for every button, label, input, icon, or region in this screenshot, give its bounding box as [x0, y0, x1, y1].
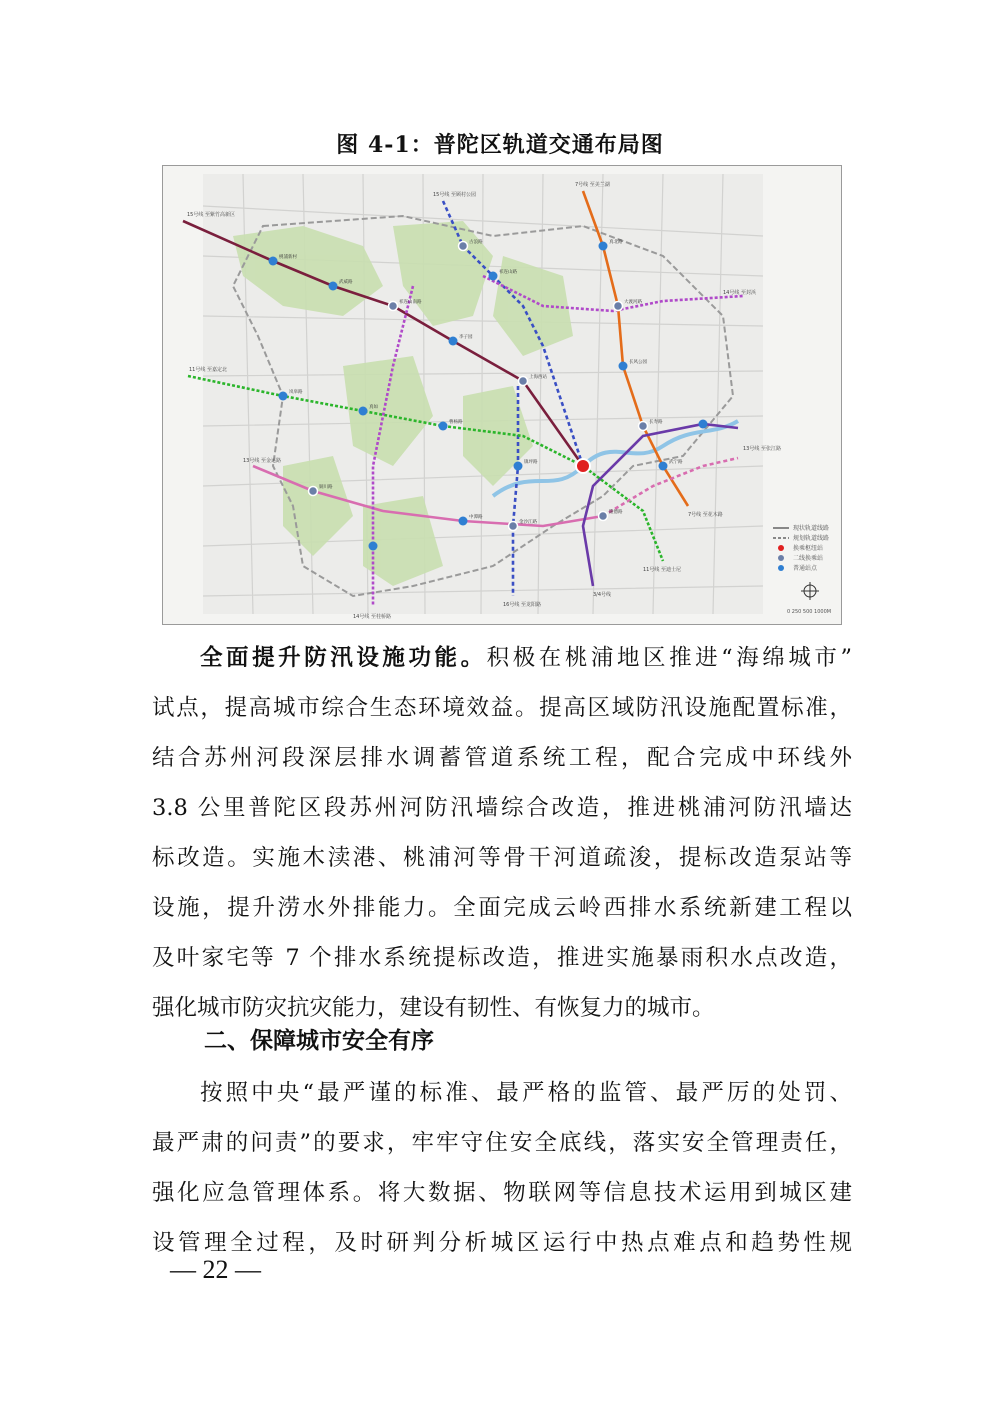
- station-dot: [369, 542, 378, 551]
- legend-item: 普通站点: [793, 565, 818, 572]
- station-dot: [449, 337, 458, 346]
- svg-text:真如: 真如: [369, 405, 378, 410]
- map-legend: [773, 524, 831, 615]
- station-dot: [699, 420, 708, 429]
- paragraph-line: 强化城市防灾抗灾能力，建设有韧性、有恢复力的城市。: [152, 995, 715, 1021]
- svg-text:16号线 至龙阳路: 16号线 至龙阳路: [503, 602, 541, 608]
- svg-text:曹杨路: 曹杨路: [449, 420, 463, 425]
- station-dot: [359, 407, 368, 416]
- svg-text:3/4号线: 3/4号线: [593, 592, 612, 598]
- svg-text:中潭路: 中潭路: [469, 515, 483, 520]
- station-dot: [269, 257, 278, 266]
- station-dot: [389, 302, 398, 311]
- svg-text:铜川路: 铜川路: [319, 485, 333, 490]
- paragraph-line: 最严肃的问责”的要求，牢牢守住安全底线，落实安全管理责任，: [152, 1130, 852, 1156]
- station-dot: [659, 462, 668, 471]
- station-dot: [519, 377, 528, 386]
- svg-text:长风公园: 长风公园: [629, 360, 647, 365]
- svg-text:古浪路: 古浪路: [469, 240, 483, 245]
- svg-text:上海西站: 上海西站: [529, 375, 547, 380]
- svg-text:13号线 至张江路: 13号线 至张江路: [743, 446, 781, 452]
- station-dot: [309, 487, 318, 496]
- station-dot: [619, 362, 628, 371]
- paragraph-line: 强化应急管理体系。将大数据、物联网等信息技术运用到城区建: [152, 1180, 852, 1206]
- station-dot: [639, 422, 648, 431]
- paragraph-line: 及叶家宅等 7 个排水系统提标改造，推进实施暴雨积水点改造，: [152, 945, 852, 971]
- station-dot: [459, 517, 468, 526]
- paragraph-line: 设管理全过程，及时研判分析城区运行中热点难点和趋势性规: [152, 1230, 852, 1256]
- paragraph-flood-control: [152, 633, 852, 1033]
- paragraph-line: 标改造。实施木渎港、桃浦河等骨干河道疏浚，提标改造泵站等: [152, 845, 852, 871]
- paragraph-line: 积极在桃浦地区推进“海绵城市”: [486, 645, 852, 671]
- paragraph-line: 3.8 公里普陀区段苏州河防汛墙综合改造，推进桃浦河防汛墙达: [152, 795, 852, 821]
- paragraph-safety: [152, 1068, 852, 1268]
- svg-text:隆德路: 隆德路: [609, 510, 623, 515]
- svg-text:祁连山路: 祁连山路: [499, 270, 517, 275]
- svg-text:15号线 至顾村公园: 15号线 至顾村公园: [433, 192, 476, 198]
- station-dot: [509, 522, 518, 531]
- scale-bar-text: 0 250 500 1000M: [787, 609, 832, 615]
- station-dot: [599, 512, 608, 521]
- svg-text:13号线 至金运路: 13号线 至金运路: [243, 458, 281, 464]
- station-dot: [329, 282, 338, 291]
- svg-text:14号线 至桂桥路: 14号线 至桂桥路: [353, 614, 391, 620]
- svg-text:真北路: 真北路: [609, 240, 623, 245]
- station-dot: [514, 462, 523, 471]
- svg-text:祁连山南路: 祁连山南路: [399, 300, 422, 305]
- svg-text:7号线 至美兰湖: 7号线 至美兰湖: [575, 182, 610, 188]
- station-dot: [459, 242, 468, 251]
- hub-station-dot: [576, 459, 590, 473]
- station-dot: [599, 242, 608, 251]
- paragraph-lead: 全面提升防汛设施功能。: [200, 645, 487, 671]
- station-dot: [439, 422, 448, 431]
- svg-text:金沙江路: 金沙江路: [519, 520, 537, 525]
- paragraph-line: 设施，提升涝水外排能力。全面完成云岭西排水系统新建工程以: [152, 895, 852, 921]
- section-heading: 二、保障城市安全有序: [204, 1028, 434, 1054]
- legend-item: 换乘枢纽站: [793, 545, 824, 552]
- svg-text:桃浦新村: 桃浦新村: [279, 255, 297, 260]
- svg-text:7号线 至花木路: 7号线 至花木路: [688, 512, 723, 518]
- svg-text:11号线 至迪士尼: 11号线 至迪士尼: [643, 567, 681, 573]
- station-dot: [279, 392, 288, 401]
- page-number: — 22 —: [170, 1255, 261, 1284]
- station-dot: [614, 302, 623, 311]
- legend-item: 规划轨道线路: [793, 535, 830, 542]
- paragraph-line: 按照中央“最严谨的标准、最严格的监管、最严厉的处罚、: [200, 1080, 852, 1106]
- svg-text:李子园: 李子园: [459, 335, 473, 340]
- rail-transit-map: [162, 165, 842, 625]
- svg-text:11号线 至嘉定北: 11号线 至嘉定北: [189, 367, 227, 373]
- svg-text:15号线 至紫竹高新区: 15号线 至紫竹高新区: [187, 212, 235, 218]
- svg-text:武宁路: 武宁路: [669, 460, 683, 465]
- svg-text:14号线 至封浜: 14号线 至封浜: [723, 290, 756, 296]
- paragraph-line: 结合苏州河段深层排水调蓄管道系统工程，配合完成中环线外: [152, 745, 852, 771]
- legend-item: 二线换乘站: [793, 555, 824, 562]
- svg-text:大渡河路: 大渡河路: [624, 300, 642, 305]
- svg-text:岚皋路: 岚皋路: [289, 390, 303, 395]
- svg-text:武威路: 武威路: [339, 280, 353, 285]
- legend-item: 现状轨道线路: [793, 525, 830, 532]
- figure-title: 图 4-1：普陀区轨道交通布局图: [336, 132, 664, 158]
- svg-text:镇坪路: 镇坪路: [524, 460, 538, 465]
- svg-text:长寿路: 长寿路: [649, 420, 663, 425]
- station-dot: [489, 272, 498, 281]
- paragraph-line: 试点，提高城市综合生态环境效益。提高区域防汛设施配置标准，: [152, 695, 852, 721]
